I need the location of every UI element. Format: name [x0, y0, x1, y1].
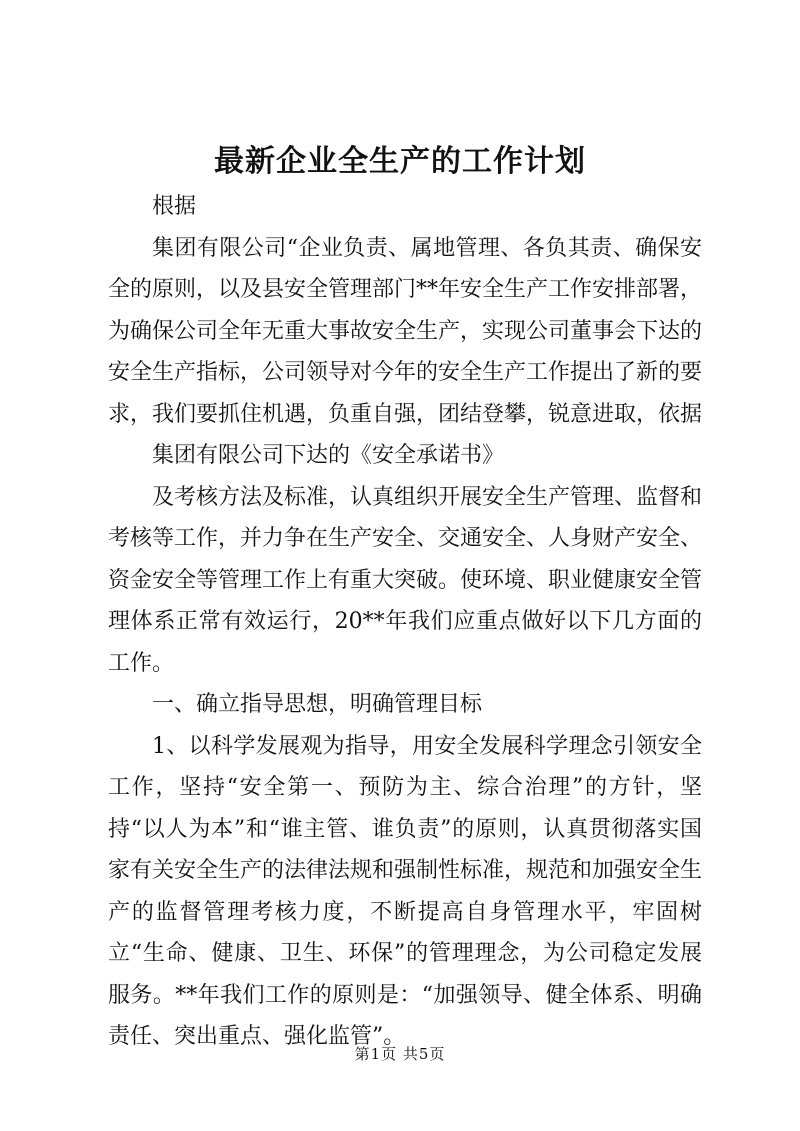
paragraph-item-1: 1、以科学发展观为指导，用安全发展科学理念引领安全工作，坚持“安全第一、预防为主、综合治理”的方针，坚持“以人为本”和“谁主管、谁负责”的原则，认真贯彻落实国家有关安全生产的法律法规和强制性标准，规范和加强安全生产的监督管理考核力度，不断提高自身管理水平，牢固树立“生命、健康、卫生、环保”的管理理念，为公司稳定发展服务。**年我们工作的原则是：“加强领导、健全体系、明确责任、突出重点、强化监管”。: [108, 733, 703, 1049]
page-footer: 第1页 共5页: [354, 1045, 446, 1063]
paragraph-assessment: 及考核方法及标准，认真组织开展安全生产管理、监督和考核等工作，并力争在生产安全、交通安全、人身财产安全、资金安全等管理工作上有重大突破。使环境、职业健康安全管理体系正常有效运行，20**年我们应重点做好以下几方面的工作。: [108, 484, 703, 676]
paragraph-safety-pledge: 集团有限公司下达的《安全承诺书》: [152, 443, 505, 468]
paragraph-basis: 根据: [152, 194, 197, 219]
document-body: [108, 186, 702, 1058]
document-title: 最新企业全生产的工作计划: [214, 144, 586, 179]
paragraph-group-principles: 集团有限公司“企业负责、属地管理、各负其责、确保安全的原则，以及县安全管理部门**年安全生产工作安排部署，为确保公司全年无重大事故安全生产，实现公司董事会下达的安全生产指标，公司领导对今年的安全生产工作提出了新的要求，我们要抓住机遇，负重自强，团结登攀，锐意进取，依据: [108, 235, 703, 427]
section-heading-1: 一、确立指导思想，明确管理目标: [152, 692, 483, 717]
